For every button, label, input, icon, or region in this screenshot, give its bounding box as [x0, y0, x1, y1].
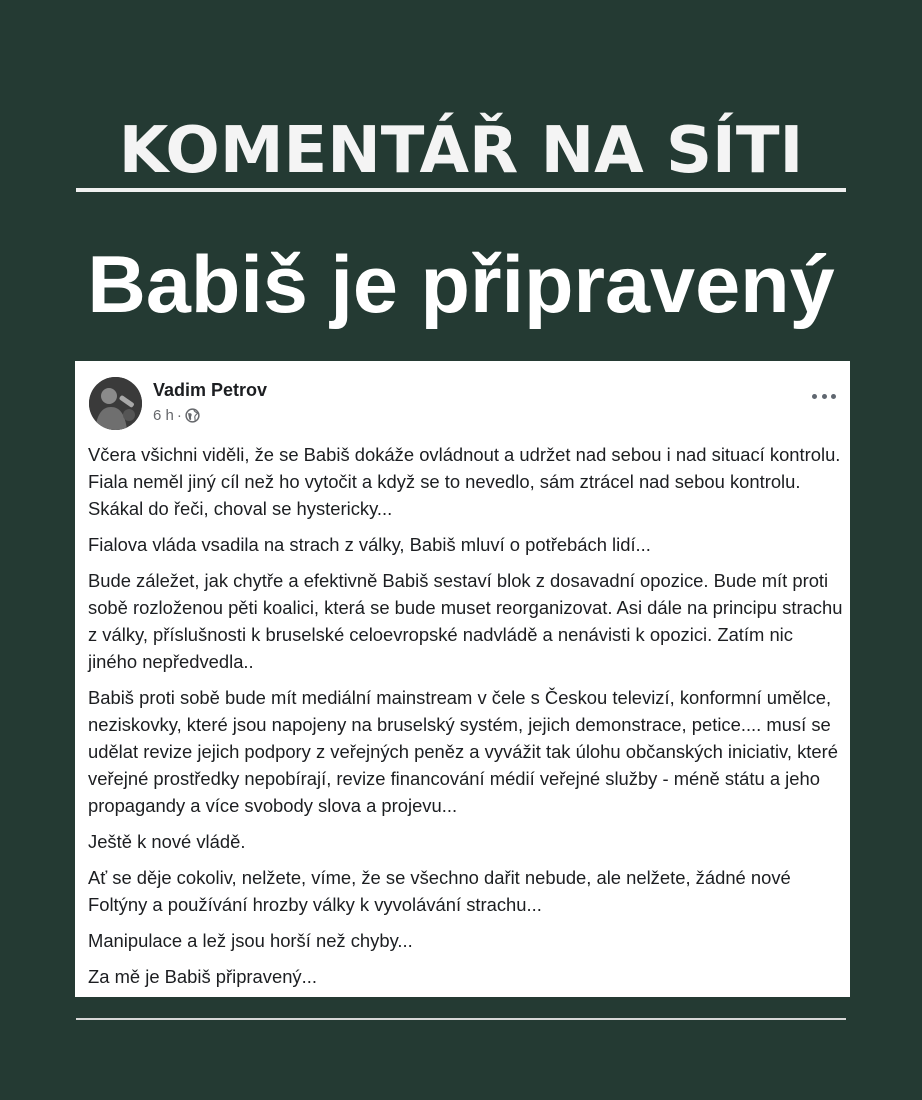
dot-icon [831, 394, 836, 399]
post-paragraph: Babiš proti sobě bude mít mediální mainstream v čele s Českou televizí, konformní umělce, neziskovky, které jsou napojeny na bruselský systém, jejich demonstrace, petice.... musí se udělat revize jejich podpory z veřejných peněz a vyvážit tak úlohu občanských iniciativ, které veřejné prostředky nepobírají, revize financování médií veřejné služby - méně státu a jeho propagandy a více svobody slova a projevu... [88, 687, 838, 816]
post-meta [153, 407, 200, 424]
avatar[interactable] [89, 377, 142, 430]
post-paragraph: Včera všichni viděli, že se Babiš dokáže ovládnout a udržet nad sebou i nad situací kontrolu. Fiala neměl jiný cíl než ho vytočit a když se to nevedlo, sám ztrácel nad sebou kontrolu. Skákal do řeči, choval se hystericky... [88, 444, 841, 519]
post-paragraph: Fialova vláda vsadila na strach z války, Babiš mluví o potřebách lidí... [88, 534, 651, 555]
author-name[interactable]: Vadim Petrov [153, 380, 268, 400]
page-subtitle: Babiš je připravený [87, 240, 835, 330]
globe-icon[interactable] [185, 408, 200, 423]
post-paragraph: Ať se děje cokoliv, nelžete, víme, že se všechno dařit nebude, ale nelžete, žádné nové Foltýny a používání hrozby války k vyvolávání strachu... [88, 867, 791, 915]
meta-separator: · [176, 407, 182, 424]
bottom-divider [76, 1018, 846, 1020]
title-underline [76, 188, 846, 192]
post-paragraph: Bude záležet, jak chytře a efektivně Babiš sestaví blok z dosavadní opozice. Bude mít proti sobě rozloženou pěti koalici, která se bude muset reorganizovat. Asi dále na principu strachu z války, příslušnosti k bruselské celoevropské nadvládě a nenávisti k opozici. Zatím nic jiného nepředvedla.. [88, 570, 843, 672]
post-time[interactable]: 6 h [153, 407, 174, 424]
social-post-card [75, 361, 850, 997]
post-paragraph: Ještě k nové vládě. [88, 831, 246, 852]
post-body [88, 441, 843, 999]
page-title: KOMENTÁŘ NA SÍTI [118, 114, 804, 188]
dot-icon [822, 394, 827, 399]
post-paragraph: Manipulace a lež jsou horší než chyby... [88, 930, 413, 951]
more-horizontal-icon[interactable] [812, 391, 836, 401]
dot-icon [812, 394, 817, 399]
post-paragraph: Za mě je Babiš připravený... [88, 966, 317, 987]
